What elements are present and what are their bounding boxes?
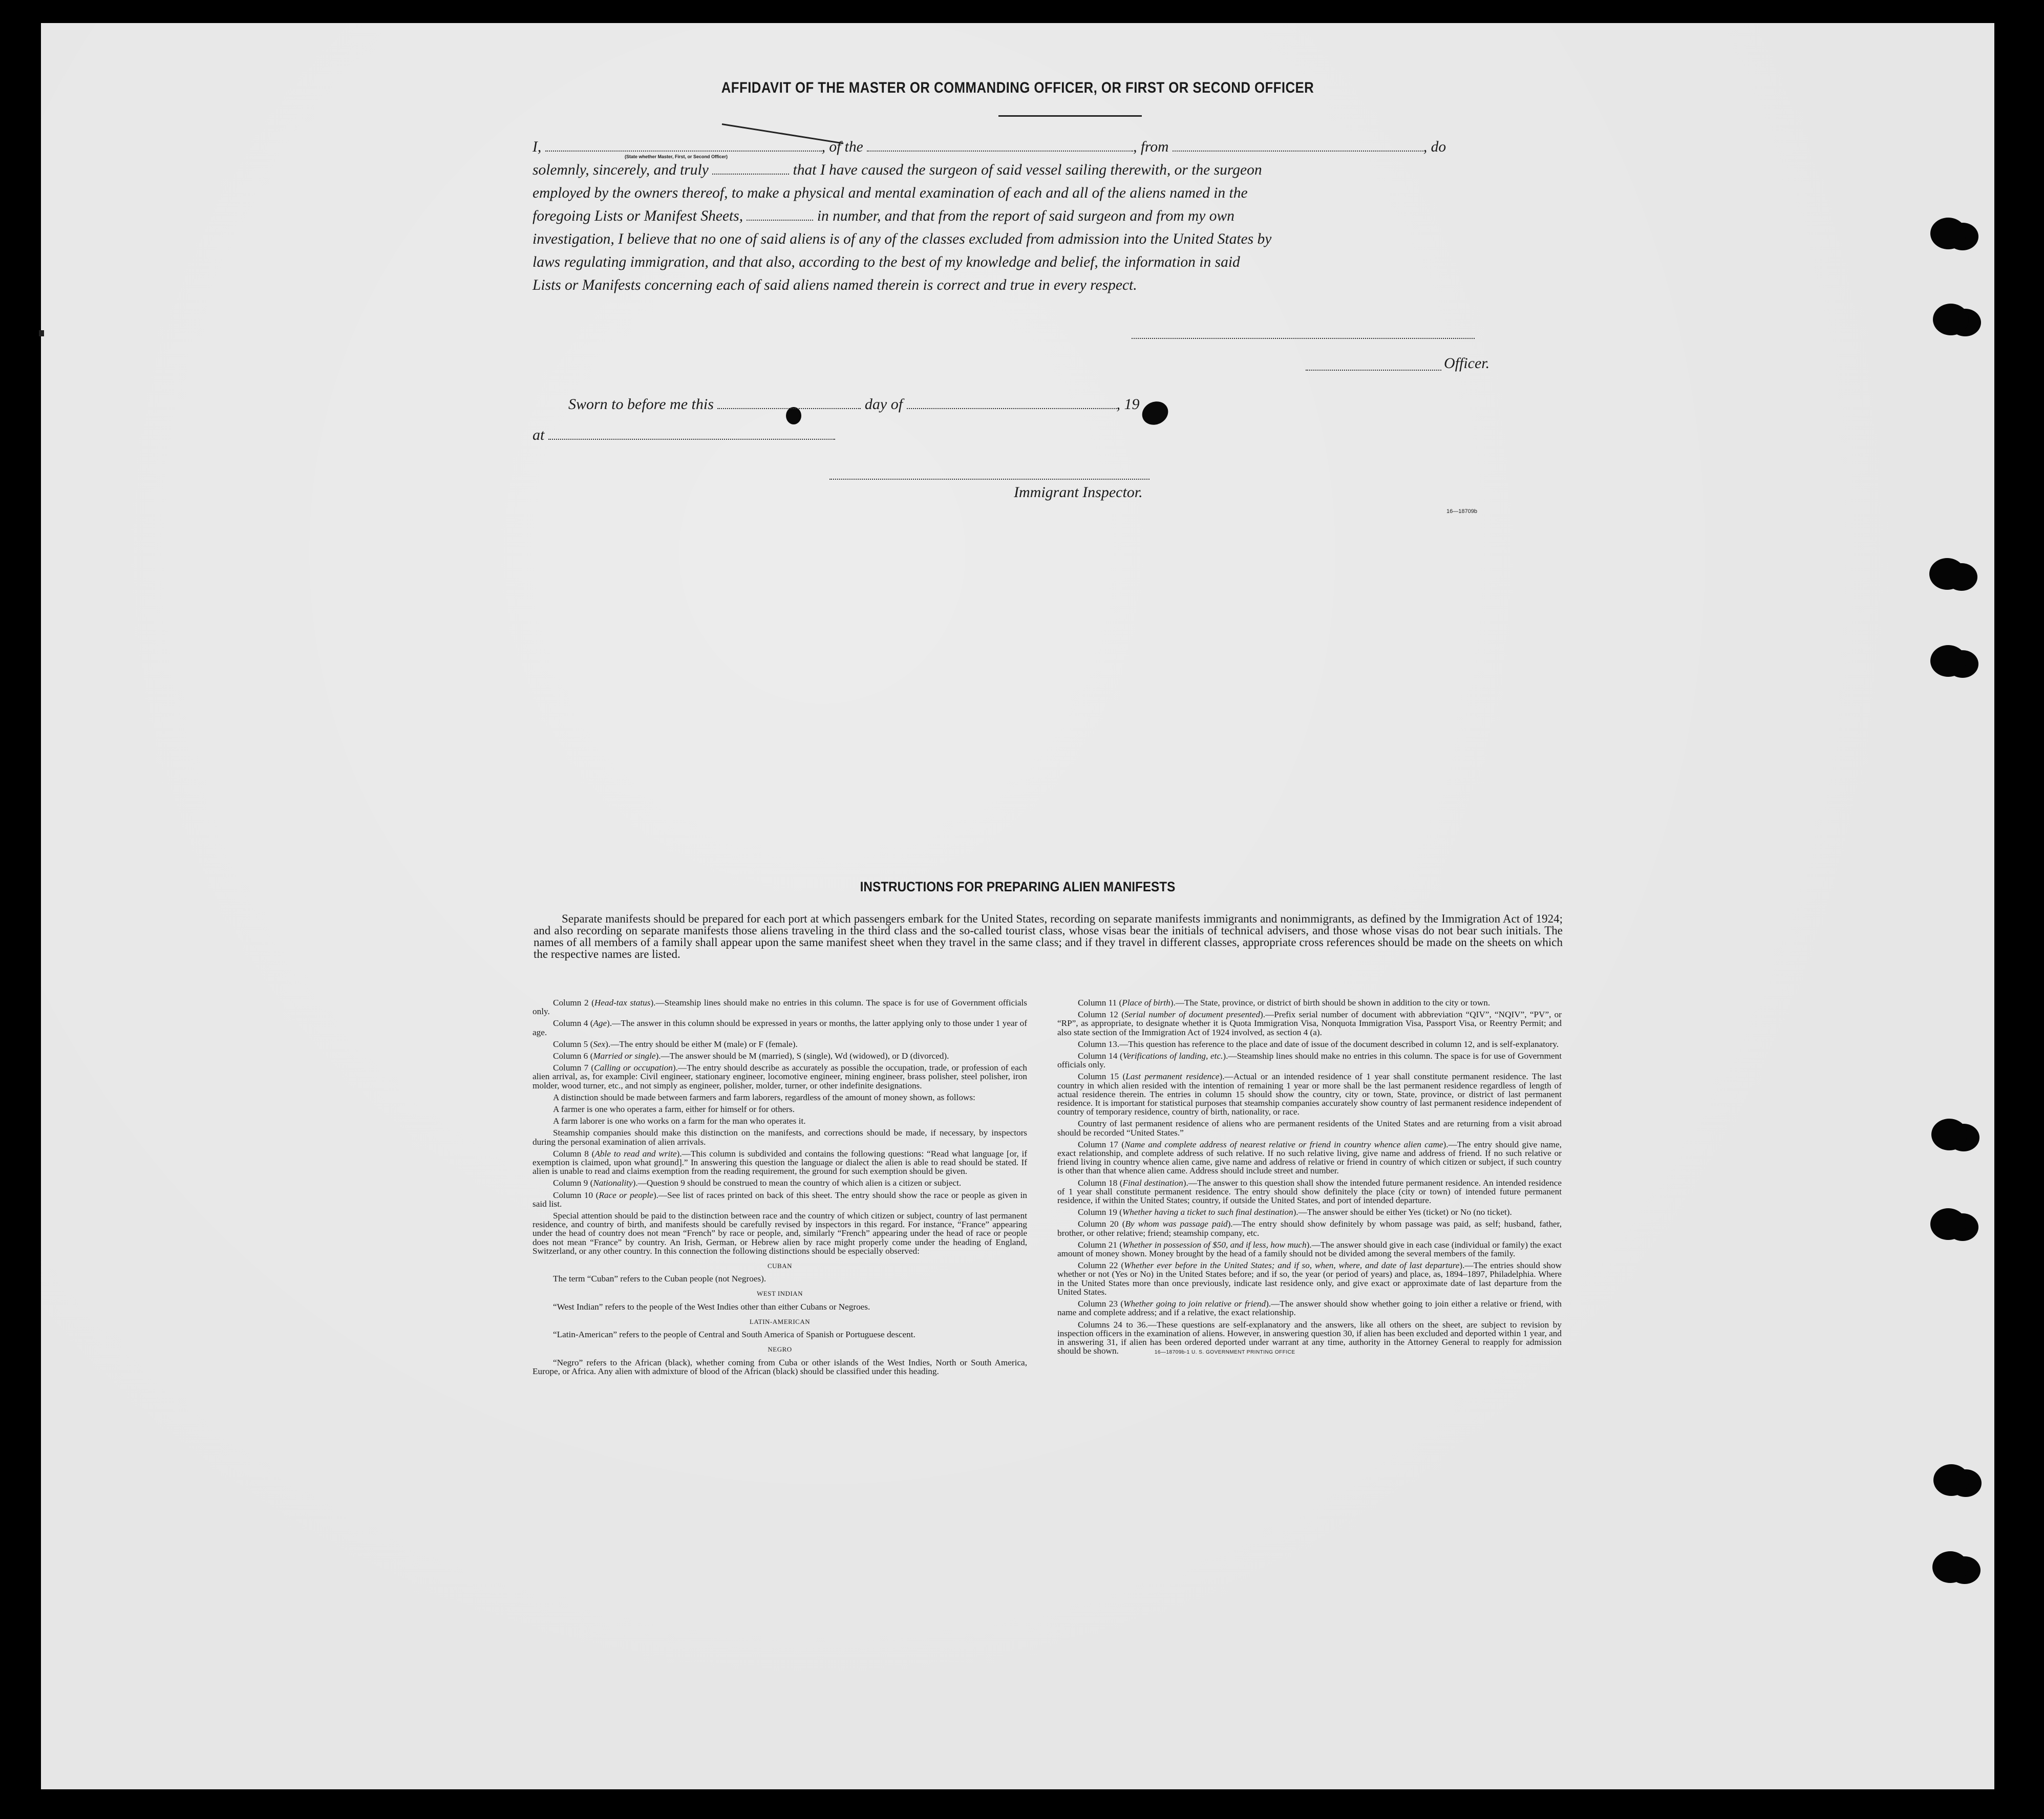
oath-field[interactable] xyxy=(712,163,789,175)
affidavit-line-6: laws regulating immigration, and that also, according to the best of my knowledge and belief, the information in said xyxy=(533,254,1240,270)
i-label: I, xyxy=(533,139,542,155)
port-field[interactable] xyxy=(1173,140,1423,152)
heading-negro: NEGRO xyxy=(768,1345,792,1354)
affidavit-body xyxy=(533,136,1546,297)
column-10-note: Column 10 (Race or people).—See list of races printed on back of this sheet. The entry should show the race or people as given in said list. xyxy=(533,1190,1027,1209)
officer-label: Officer. xyxy=(1444,355,1490,372)
column-15-note: Column 15 (Last permanent residence).—Actual or an intended residence of 1 year shall constitute permanent residence. The last country in which alien resided with the intention of remaining 1 year or more shall be the last permanent residence regardless of length of actual residence therein. The entries in column 15 should show the country, city or town, State, province, or district of last permanent residence. It is important for statistical purposes that steamship companies accurately show country of last permanent residence independent of country of temporary residence, country of birth, nationality, or race. xyxy=(1057,1072,1562,1117)
ink-spot xyxy=(1138,397,1172,429)
sworn-a: Sworn to before me this xyxy=(568,396,714,413)
line4-a: foregoing Lists or Manifest Sheets, xyxy=(533,208,743,224)
punch-hole-icon xyxy=(1933,1464,1969,1496)
officer-name-field[interactable] xyxy=(545,140,822,152)
at-label: at xyxy=(533,426,545,443)
document-sheet xyxy=(41,23,1994,1789)
punch-hole-icon xyxy=(1931,1119,1967,1150)
sworn-b: day of xyxy=(864,396,903,413)
heading-cuban: CUBAN xyxy=(767,1262,792,1270)
sworn-month-field[interactable] xyxy=(907,398,1117,409)
punch-hole-icon xyxy=(1932,1551,1968,1583)
instructions-title: INSTRUCTIONS FOR PREPARING ALIEN MANIFESTS xyxy=(860,879,1176,894)
column-12-note: Column 12 (Serial number of document presented).—Prefix serial number of document with abbreviation “QIV”, “NQIV”, “PV”, or “RP”, as appropriate, to designate whether it is Quota Immigration Visa, Nonquota Immigration Visa, Passport Visa, or Reentry Permit; and also state section of the Immigration Act of 1924 involved, as section 4 (a). xyxy=(1057,1010,1562,1037)
line4-b: in number, and that from the report of said surgeon and from my own xyxy=(817,208,1234,224)
from-label: , from xyxy=(1133,139,1169,155)
affidavit-line-2 xyxy=(533,159,1546,182)
sworn-day-field[interactable] xyxy=(717,398,861,409)
instructions-intro: Separate manifests should be prepared for each port at which passengers embark for the United States, recording on separate manifests immigrants and nonimmigrants, as defined by the Immigration Act of 1924; and also recording on separate manifests those aliens traveling in the third class and the so-called tourist class, whose visas bear the initials of technical advisers, and those whose visas do not bear such initials. The names of all members of a family shall appear upon the same manifest sheet when they travel in the same class; and if they travel in different classes, appropriate cross references should be made on the sheets on which the respective names are listed. xyxy=(534,912,1563,960)
line2-a: solemnly, sincerely, and truly xyxy=(533,162,709,178)
vessel-name-field[interactable] xyxy=(867,140,1133,152)
column-6-note: Column 6 (Married or single).—The answer should be M (married), S (single), Wd (widowed), or D (divorced). xyxy=(553,1051,949,1061)
sworn-c: , 19 xyxy=(1116,396,1140,413)
column-5-note: Column 5 (Sex).—The entry should be either M (male) or F (female). xyxy=(553,1039,798,1049)
sheet-count-field[interactable] xyxy=(747,209,813,221)
column-22-note: Column 22 (Whether ever before in the United States; and if so, when, where, and date of last departure).—The entries should show whether or not (Yes or No) in the United States before; and if so, the year (or period of years) and place, as, 1894–1897, Philadelphia. Where in the United States more than once previously, indicate last residence only, and give exact or approximate date of last departure from the United States. xyxy=(1057,1260,1562,1297)
affidavit-title: AFFIDAVIT OF THE MASTER OR COMMANDING OFFICER, OR FIRST OR SECOND OFFICER xyxy=(721,79,1314,96)
instructions-left-column xyxy=(533,998,1027,1379)
column-11-note: Column 11 (Place of birth).—The State, province, or district of birth should be shown in addition to the city or town. xyxy=(1078,998,1491,1008)
cuban-note: The term “Cuban” refers to the Cuban people (not Negroes). xyxy=(553,1274,766,1284)
farm-note-1: A distinction should be made between farmers and farm laborers, regardless of the amount of money shown, as follows: xyxy=(553,1092,975,1102)
affidavit-line-3: employed by the owners thereof, to make a physical and mental examination of each and all of the aliens named in the xyxy=(533,185,1248,201)
negro-note: “Negro” refers to the African (black), whether coming from Cuba or other islands of the West Indies, North or South America, Europe, or Africa. Any alien with admixture of blood of the African (black) should be classified under this heading. xyxy=(533,1357,1027,1376)
west-indian-note: “West Indian” refers to the people of the West Indies other than either Cubans or Negroes. xyxy=(553,1301,870,1312)
punch-hole-icon xyxy=(1930,1208,1966,1240)
punch-hole-icon xyxy=(1933,304,1969,335)
column-20-note: Column 20 (By whom was passage paid).—The entry should show definitely by whom passage was paid, as self; husband, father, brother, or other relative; friend; steamship company, etc. xyxy=(1057,1219,1562,1238)
column-23-note: Column 23 (Whether going to join relative or friend).—The answer should show whether going to join either a relative or friend, with name and complete address; and if a relative, the exact relationship. xyxy=(1057,1299,1562,1318)
form-number: 16—18709b xyxy=(1446,508,1477,515)
sworn-line xyxy=(568,396,1140,413)
column-7-note: Column 7 (Calling or occupation).—The entry should describe as accurately as possible the occupation, trade, or profession of each alien arrival, as, for example: Civil engineer, stationary engineer, locomotive engineer, mining engineer, brass polisher, steel polisher, iron molder, wood turner, etc., and not simply as engineer, polisher, molder, turner, or other indefinite designations. xyxy=(533,1063,1027,1090)
edge-mark xyxy=(39,330,44,336)
signature-line[interactable] xyxy=(1132,338,1475,339)
inspector-label: Immigrant Inspector. xyxy=(1014,484,1143,501)
printing-office-mark: 16—18709b-1 U. S. GOVERNMENT PRINTING OFFICE xyxy=(1154,1350,1295,1356)
punch-hole-icon xyxy=(1930,218,1966,249)
title-rule xyxy=(998,115,1142,117)
inspector-signature-line[interactable] xyxy=(829,479,1149,480)
punch-hole-icon xyxy=(1929,558,1965,590)
special-attention-note: Special attention should be paid to the distinction between race and the country of which citizen or subject, country of last permanent residence, and country of birth, and manifests should be carefully revised by inspectors in this regard. For instance, “France” appearing under the head of country does not mean “French” by race or people, and, similarly “French” appearing under the head of race or people does not mean “France” by country. An Irish, German, or Hebrew alien by race might properly come under the heading of England, Switzerland, or any other country. In this connection the following distinctions should be especially observed: xyxy=(533,1211,1027,1256)
officer-title-line[interactable] xyxy=(1306,370,1441,371)
column-2-note: Column 2 (Head-tax status).—Steamship lines should make no entries in this column. The space is for use of Government officials only. xyxy=(533,998,1027,1017)
column-18-note: Column 18 (Final destination).—The answer to this question shall show the intended future permanent residence. An intended residence of 1 year shall constitute permanent residence. The entry should show definitely the place (city or town) of intended future permanent residence, if within the United States; country, if outside the United States, and port of intended departure. xyxy=(1057,1178,1562,1206)
column-14-note: Column 14 (Verifications of landing, etc.).—Steamship lines should make no entries in this column. The space is for use of Government officials only. xyxy=(1057,1051,1562,1070)
affidavit-line-7: Lists or Manifests concerning each of said aliens named therein is correct and true in every respect. xyxy=(533,277,1137,293)
heading-latin-american: LATIN-AMERICAN xyxy=(749,1317,811,1325)
column-4-note: Column 4 (Age).—The answer in this column should be expressed in years or months, the latter applying only to those under 1 year of age. xyxy=(533,1018,1027,1037)
line2-b: that I have caused the surgeon of said vessel sailing therewith, or the surgeon xyxy=(793,162,1262,178)
instructions-right-column xyxy=(1057,998,1562,1360)
latin-american-note: “Latin-American” refers to the people of Central and South America of Spanish or Portuguese descent. xyxy=(553,1330,915,1340)
state-whether-label: (State whether Master, First, or Second Officer) xyxy=(625,154,728,159)
column-17-note: Column 17 (Name and complete address of nearest relative or friend in country whence alien came).—The entry should give name, exact relationship, and complete address of such relative. If no such relative living, give name and address of friend. If no such relative or friend living in country whence alien came, give name and address of relative or friend in country of which citizen or subject, if such country is other than that whence alien came. Address should include street and number. xyxy=(1057,1139,1562,1176)
columns-24-36-note: Columns 24 to 36.—These questions are self-explanatory and the answers, like all others on the sheet, are subject to revision by inspection officers in the examination of aliens. However, in answering question 30, if alien has been excluded and deported within 1 year, and in answering 31, if alien has been ordered deported under warrant at any time, authority in the Attorney General to reapply for admission should be shown. 16—18709b-1 U. S. GOVERNMENT PRINTING OFFICE xyxy=(1057,1319,1562,1356)
affidavit-line-4 xyxy=(533,205,1546,228)
farm-note-3: A farm laborer is one who works on a farm for the man who operates it. xyxy=(553,1116,806,1126)
place-field[interactable] xyxy=(548,429,835,440)
column-19-note: Column 19 (Whether having a ticket to such final destination).—The answer should be either Yes (ticket) or No (no ticket). xyxy=(1078,1207,1512,1217)
farm-note-2: A farmer is one who operates a farm, either for himself or for others. xyxy=(553,1104,795,1115)
column-8-note: Column 8 (Able to read and write).—This column is subdivided and contains the following questions: “Read what language [or, if exemption is claimed, upon what ground].” In answering this question the language or dialect the alien is able to read should be stated. If alien is unable to read and claims exemption from the reading requirement, the ground for such exemption should be given. xyxy=(533,1148,1027,1176)
farm-note-4: Steamship companies should make this distinction on the manifests, and corrections should be made, if necessary, by inspectors during the personal examination of alien arrivals. xyxy=(533,1128,1027,1147)
column-13-note: Column 13.—This question has reference to the place and date of issue of the document described in column 12, and is self-explanatory. xyxy=(1078,1039,1559,1049)
column-21-note: Column 21 (Whether in possession of $50, and if less, how much).—The answer should give in each case (individual or family) the exact amount of money shown. Money brought by the head of a family should not be divided among the several members of the family. xyxy=(1057,1239,1562,1259)
column-9-note: Column 9 (Nationality).—Question 9 should be construed to mean the country of which alien is a citizen or subject. xyxy=(553,1178,962,1188)
of-the-label: , of the xyxy=(821,139,863,155)
do-label: , do xyxy=(1423,139,1446,155)
heading-west-indian: WEST INDIAN xyxy=(756,1290,803,1298)
affidavit-line-5: investigation, I believe that no one of said aliens is of any of the classes excluded from admission into the United States by xyxy=(533,231,1272,247)
at-line xyxy=(533,426,835,444)
punch-hole-icon xyxy=(1930,645,1966,677)
country-residence-note: Country of last permanent residence of aliens who are permanent residents of the United States and are returning from a visit abroad should be recorded “United States.” xyxy=(1057,1119,1562,1138)
